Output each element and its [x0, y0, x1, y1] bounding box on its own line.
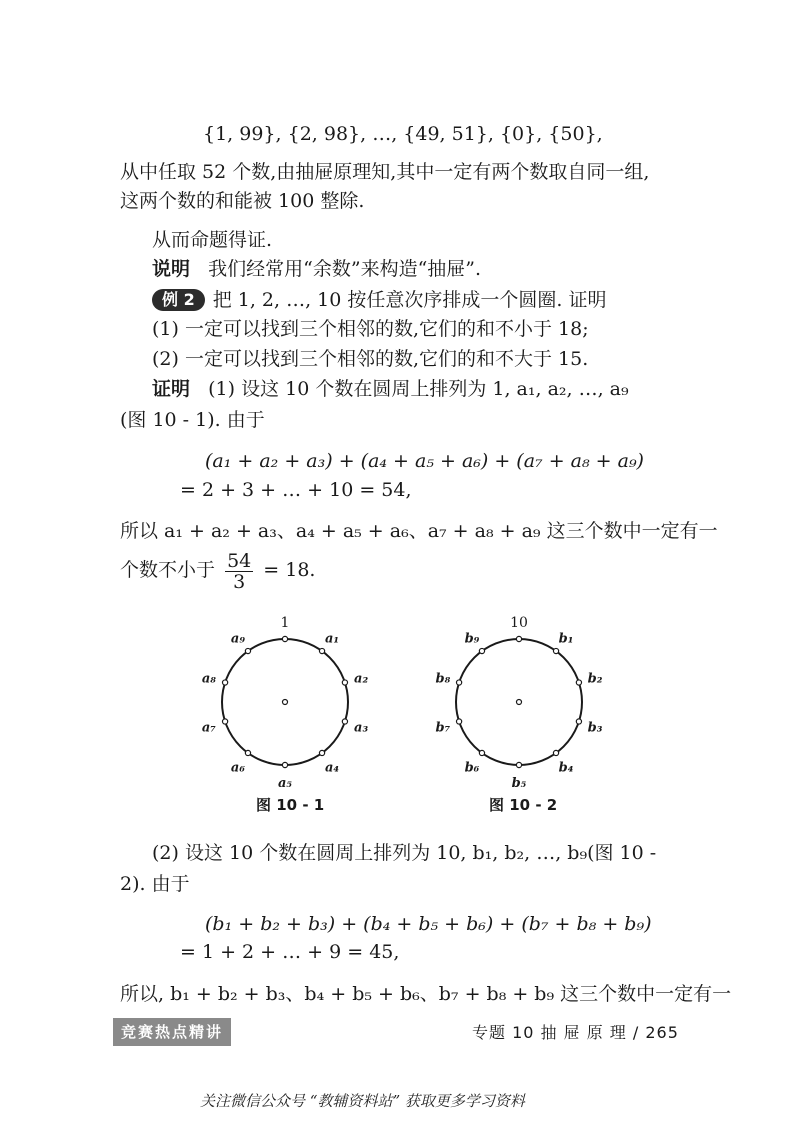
fig1-label-6: a₆: [230, 760, 246, 776]
proof-line: [152, 377, 629, 401]
fig1-point-5: [282, 762, 287, 767]
fig1-point-1: [319, 648, 324, 653]
fig2-point-7: [456, 719, 461, 724]
fig2-point-9: [479, 648, 484, 653]
example-badge: 例 2: [152, 289, 205, 311]
figure-10-2: [429, 612, 609, 822]
text-line: (2) 设这 10 个数在圆周上排列为 10, b₁, b₂, …, b₉(图 10 -: [152, 842, 657, 864]
equation-line: = 2 + 3 + … + 10 = 54,: [180, 479, 412, 501]
center-point: [283, 700, 288, 705]
fig2-label-3: b₃: [587, 720, 603, 736]
fig2-point-8: [456, 680, 461, 685]
text-line: 从中任取 52 个数,由抽屉原理知,其中一定有两个数取自同一组,: [120, 161, 650, 183]
fig2-label-5: b₅: [511, 776, 527, 791]
equation-line: (a₁ + a₂ + a₃) + (a₄ + a₅ + a₆) + (a₇ + a₈ + a₉): [205, 450, 644, 472]
fraction-denominator: 3: [233, 570, 246, 593]
fig1-point-0: [282, 636, 287, 641]
fig2-point-2: [576, 680, 581, 685]
fig2-label-4: b₄: [558, 760, 574, 776]
fig1-point-2: [342, 680, 347, 685]
fig1-label-4: a₄: [324, 760, 340, 776]
fig1-point-4: [319, 750, 324, 755]
fig2-label-8: b₈: [435, 671, 451, 687]
equation-line: (b₁ + b₂ + b₃) + (b₄ + b₅ + b₆) + (b₇ + b₈ + b₉): [205, 913, 652, 935]
fig2-point-4: [553, 750, 558, 755]
example-line: [152, 288, 606, 312]
fig2-label-2: b₂: [587, 671, 603, 687]
fig2-label-6: b₆: [464, 760, 480, 776]
fig1-label-9: a₉: [230, 631, 246, 647]
fig2-point-6: [479, 750, 484, 755]
fraction-prefix: 个数不小于: [120, 559, 216, 581]
watermark-text: 关注微信公众号 “教辅资料站” 获取更多学习资料: [200, 1092, 525, 1110]
fraction: [225, 551, 253, 592]
figure-10-1: [195, 612, 375, 822]
text-line: 从而命题得证.: [152, 229, 273, 251]
fig2-point-5: [516, 762, 521, 767]
fig1-label-7: a₇: [201, 720, 216, 736]
fraction-numerator: 54: [227, 549, 252, 572]
fig2-point-3: [576, 719, 581, 724]
fig1-point-8: [222, 680, 227, 685]
note-label: 说明: [152, 258, 191, 280]
fig2-label-0: 10: [510, 615, 528, 631]
fig2-label-9: b₉: [464, 631, 480, 647]
fig1-label-3: a₃: [354, 720, 369, 736]
figure-10-1-caption: 图 10 - 1: [256, 796, 325, 814]
fraction-suffix: = 18.: [263, 559, 316, 581]
text-line: (1) 一定可以找到三个相邻的数,它们的和不小于 18;: [152, 318, 589, 340]
note-text: 我们经常用“余数”来构造“抽屉”.: [208, 258, 482, 280]
equation-line: = 1 + 2 + … + 9 = 45,: [180, 941, 400, 963]
example-text: 把 1, 2, …, 10 按任意次序排成一个圆圈. 证明: [212, 289, 607, 311]
fig1-label-8: a₈: [201, 671, 216, 687]
text-line: (图 10 - 1). 由于: [120, 409, 265, 431]
text-line: (2) 一定可以找到三个相邻的数,它们的和不大于 15.: [152, 348, 589, 370]
proof-text: (1) 设这 10 个数在圆周上排列为 1, a₁, a₂, …, a₉: [208, 378, 629, 400]
proof-label: 证明: [152, 378, 191, 400]
fig1-label-1: a₁: [324, 631, 340, 647]
fig2-label-1: b₁: [558, 631, 574, 647]
footer-series-title: 竞赛热点精讲: [113, 1018, 231, 1046]
fig1-point-3: [342, 719, 347, 724]
fig2-point-0: [516, 636, 521, 641]
fig2-label-7: b₇: [435, 720, 451, 736]
fig2-point-1: [553, 648, 558, 653]
fraction-line: [120, 550, 315, 592]
fig1-label-0: 1: [280, 615, 290, 631]
text-line: 2). 由于: [120, 873, 190, 895]
fig1-point-7: [222, 719, 227, 724]
footer-page-info: 专题 10 抽 屉 原 理 / 265: [472, 1023, 679, 1042]
set-list-line: {1, 99}, {2, 98}, …, {49, 51}, {0}, {50},: [203, 123, 603, 145]
center-point: [517, 700, 522, 705]
text-line: 这两个数的和能被 100 整除.: [120, 190, 365, 212]
figure-10-2-caption: 图 10 - 2: [489, 796, 558, 814]
text-line: 所以, b₁ + b₂ + b₃、b₄ + b₅ + b₆、b₇ + b₈ + b₉ 这三个数中一定有一: [120, 983, 732, 1005]
fig1-point-6: [245, 750, 250, 755]
fig1-label-2: a₂: [354, 671, 369, 687]
fig1-label-5: a₅: [277, 776, 293, 791]
fig1-point-9: [245, 648, 250, 653]
note-line: [152, 257, 481, 281]
text-line: 所以 a₁ + a₂ + a₃、a₄ + a₅ + a₆、a₇ + a₈ + a₉ 这三个数中一定有一: [120, 520, 718, 542]
